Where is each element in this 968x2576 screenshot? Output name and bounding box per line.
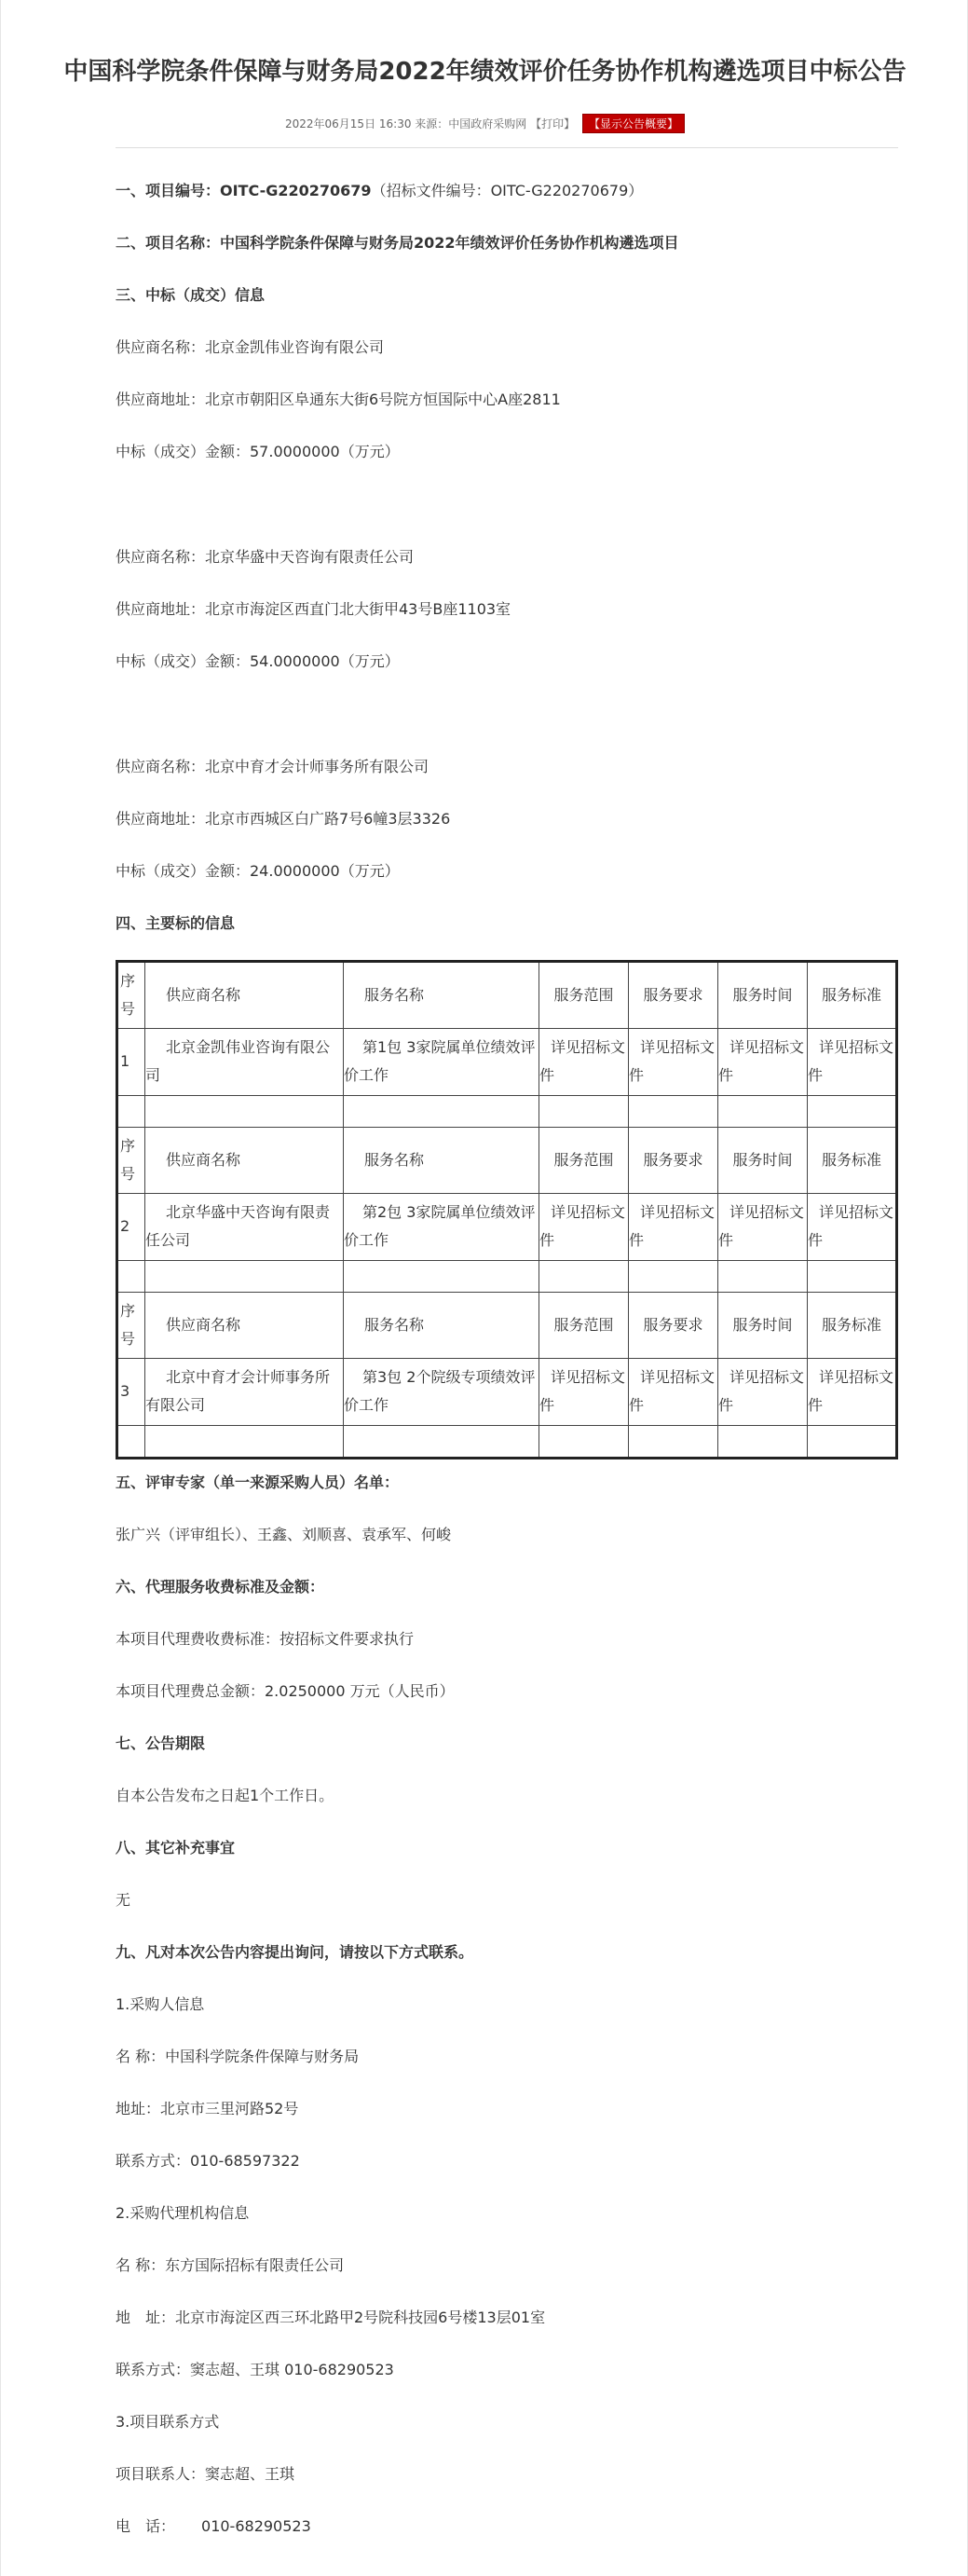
- supplier3-name: 供应商名称：北京中育才会计师事务所有限公司: [116, 758, 429, 775]
- project-phone: [116, 2516, 311, 2537]
- table-spacer-row: [117, 1261, 897, 1293]
- col-supplier-header: 供应商名称: [145, 1127, 344, 1193]
- publish-date: 2022年06月15日 16:30: [284, 117, 412, 130]
- row-service: 第1包 3家院属单位绩效评价工作: [344, 1028, 539, 1096]
- row-requirement: 详见招标文件: [629, 1358, 718, 1426]
- row-time: 详见招标文件: [718, 1358, 808, 1426]
- col-requirement-header: 服务要求: [629, 1292, 718, 1358]
- col-service-header: 服务名称: [344, 1292, 539, 1358]
- row-service: 第3包 2个院级专项绩效评价工作: [344, 1358, 539, 1426]
- purchaser-contact: 联系方式：010-68597322: [116, 2152, 300, 2170]
- row-supplier: 北京华盛中天咨询有限责任公司: [145, 1193, 344, 1261]
- row-supplier: 北京金凯伟业咨询有限公司: [145, 1028, 344, 1096]
- row-supplier: 北京中育才会计师事务所有限公司: [145, 1358, 344, 1426]
- row-index: 1: [117, 1028, 145, 1096]
- row-standard: 详见招标文件: [808, 1193, 897, 1261]
- col-standard-header: 服务标准: [808, 1127, 897, 1193]
- row-scope: 详见招标文件: [539, 1028, 629, 1096]
- agency-address: 地 址：北京市海淀区西三环北路甲2号院科技园6号楼13层01室: [116, 2309, 546, 2326]
- col-scope-header: 服务范围: [539, 962, 629, 1029]
- meta-bar: [1, 114, 968, 133]
- supplier2-address: 供应商地址：北京市海淀区西直门北大街甲43号B座1103室: [116, 600, 511, 618]
- agency-contact: 联系方式：窦志超、王琪 010-68290523: [116, 2361, 394, 2378]
- col-supplier-header: 供应商名称: [145, 1292, 344, 1358]
- section9-heading: 九、凡对本次公告内容提出询问，请按以下方式联系。: [116, 1943, 474, 1961]
- agency-title: 2.采购代理机构信息: [116, 2204, 250, 2222]
- table-row: [117, 1028, 897, 1096]
- section5-heading: 五、评审专家（单一来源采购人员）名单：: [116, 1473, 400, 1491]
- col-time-header: 服务时间: [718, 962, 808, 1029]
- col-index-header: 序号: [117, 962, 145, 1029]
- supplier1-amount: 中标（成交）金额：57.0000000（万元）: [116, 443, 400, 460]
- table-header-row: [117, 1127, 897, 1193]
- purchaser-title: 1.采购人信息: [116, 1995, 205, 2013]
- phone-value: 010-68290523: [201, 2517, 311, 2535]
- col-time-header: 服务时间: [718, 1292, 808, 1358]
- project-contact-title: 3.项目联系方式: [116, 2413, 220, 2431]
- agency-fee-standard: 本项目代理费收费标准：按招标文件要求执行: [116, 1630, 415, 1648]
- supplier2-name: 供应商名称：北京华盛中天咨询有限责任公司: [116, 548, 415, 566]
- section4-heading: 四、主要标的信息: [116, 914, 236, 932]
- table-row: [117, 1358, 897, 1426]
- col-index-header: 序号: [117, 1292, 145, 1358]
- supplier3-address: 供应商地址：北京市西城区白广路7号6幢3层3326: [116, 810, 451, 828]
- supplier1-address: 供应商地址：北京市朝阳区阜通东大街6号院方恒国际中心A座2811: [116, 391, 561, 408]
- purchaser-address: 地址：北京市三里河路52号: [116, 2100, 299, 2117]
- table-spacer-row: [117, 1426, 897, 1459]
- section3-heading: 三、中标（成交）信息: [116, 286, 266, 304]
- row-requirement: 详见招标文件: [629, 1193, 718, 1261]
- supplier1-name: 供应商名称：北京金凯伟业咨询有限公司: [116, 338, 385, 356]
- col-supplier-header: 供应商名称: [145, 962, 344, 1029]
- title-divider: [116, 147, 898, 148]
- col-scope-header: 服务范围: [539, 1127, 629, 1193]
- table-row: [117, 1193, 897, 1261]
- show-summary-button[interactable]: 【显示公告概要】: [582, 114, 685, 133]
- project-number-label: 一、项目编号：OITC-G220270679: [116, 182, 372, 199]
- row-scope: 详见招标文件: [539, 1193, 629, 1261]
- supplier3-amount: 中标（成交）金额：24.0000000（万元）: [116, 862, 400, 880]
- project-number: [116, 181, 643, 201]
- purchaser-name: 名 称：中国科学院条件保障与财务局: [116, 2048, 360, 2065]
- col-index-header: 序号: [117, 1127, 145, 1193]
- col-service-header: 服务名称: [344, 1127, 539, 1193]
- project-contacts: 项目联系人：窦志超、王琪: [116, 2465, 295, 2483]
- col-requirement-header: 服务要求: [629, 1127, 718, 1193]
- agency-fee-total: 本项目代理费总金额：2.0250000 万元（人民币）: [116, 1682, 455, 1700]
- project-name: 二、项目名称：中国科学院条件保障与财务局2022年绩效评价任务协作机构遴选项目: [116, 234, 679, 252]
- col-standard-header: 服务标准: [808, 962, 897, 1029]
- source-label: 来源：中国政府采购网: [415, 117, 527, 130]
- print-link[interactable]: 【打印】: [530, 117, 576, 130]
- row-index: 3: [117, 1358, 145, 1426]
- col-scope-header: 服务范围: [539, 1292, 629, 1358]
- notice-period: 自本公告发布之日起1个工作日。: [116, 1787, 334, 1804]
- col-service-header: 服务名称: [344, 962, 539, 1029]
- section8-heading: 八、其它补充事宜: [116, 1839, 236, 1857]
- row-service: 第2包 3家院属单位绩效评价工作: [344, 1193, 539, 1261]
- row-standard: 详见招标文件: [808, 1028, 897, 1096]
- col-standard-header: 服务标准: [808, 1292, 897, 1358]
- row-time: 详见招标文件: [718, 1193, 808, 1261]
- agency-name: 名 称：东方国际招标有限责任公司: [116, 2256, 345, 2274]
- supplementary-text: 无: [116, 1891, 131, 1909]
- table-spacer-row: [117, 1096, 897, 1128]
- expert-list: 张广兴（评审组长）、王鑫、刘顺喜、袁承军、何峻: [116, 1526, 452, 1543]
- row-scope: 详见招标文件: [539, 1358, 629, 1426]
- row-standard: 详见招标文件: [808, 1358, 897, 1426]
- table-header-row: [117, 962, 897, 1029]
- page-title: 中国科学院条件保障与财务局2022年绩效评价任务协作机构遴选项目中标公告: [63, 58, 907, 86]
- tender-number-note: （招标文件编号：OITC-G220270679）: [371, 182, 644, 199]
- row-time: 详见招标文件: [718, 1028, 808, 1096]
- section7-heading: 七、公告期限: [116, 1734, 206, 1752]
- row-requirement: 详见招标文件: [629, 1028, 718, 1096]
- supplier2-amount: 中标（成交）金额：54.0000000（万元）: [116, 652, 400, 670]
- award-table: [116, 960, 898, 1459]
- section6-heading: 六、代理服务收费标准及金额：: [116, 1578, 325, 1596]
- col-requirement-header: 服务要求: [629, 962, 718, 1029]
- col-time-header: 服务时间: [718, 1127, 808, 1193]
- phone-label: 电 话：: [116, 2517, 176, 2535]
- table-header-row: [117, 1292, 897, 1358]
- row-index: 2: [117, 1193, 145, 1261]
